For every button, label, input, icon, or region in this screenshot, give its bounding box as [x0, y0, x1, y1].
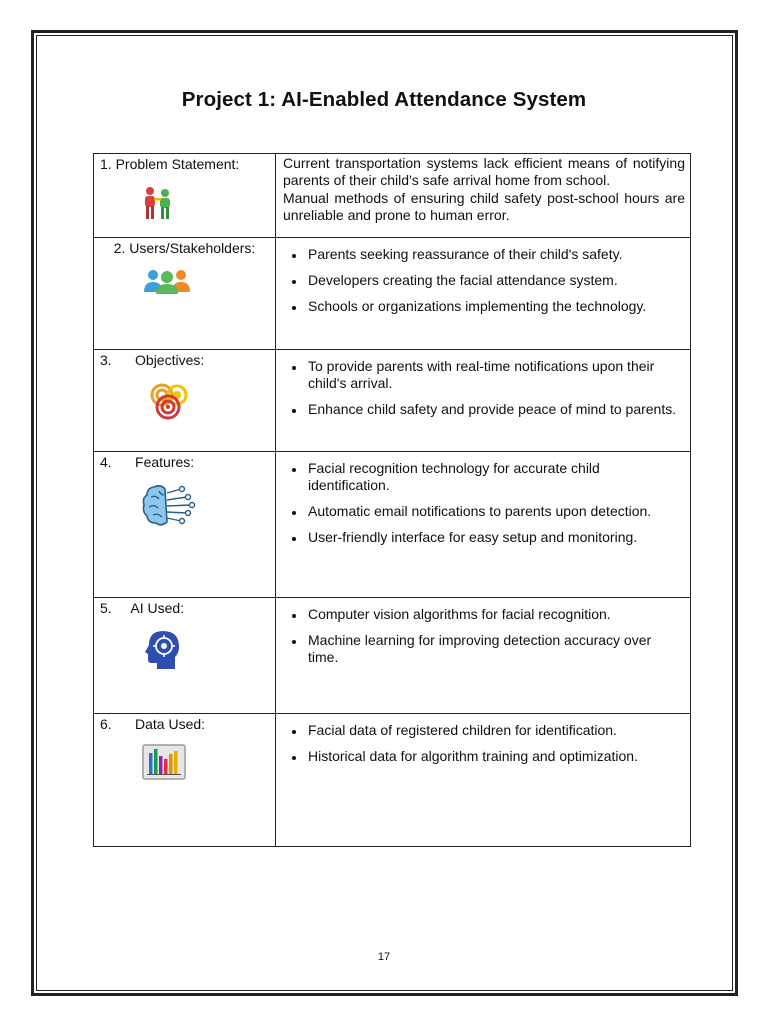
row-label: 4. Features: [100, 454, 195, 470]
bullet-item: • Parents seeking reassurance of their child's safety. [306, 246, 682, 263]
table-row [94, 714, 691, 847]
row-content-cell [276, 452, 691, 598]
table-row [94, 154, 691, 238]
bullet-item: • Machine learning for improving detection accuracy over time. [306, 632, 682, 666]
bullet-item: • User-friendly interface for easy setup and monitoring. [306, 529, 682, 546]
people-arrival-icon [141, 185, 175, 221]
bullet-item: • Facial data of registered children for identification. [306, 722, 682, 739]
bullet-item: • Historical data for algorithm training and optimization. [306, 748, 682, 765]
row-content-cell [276, 238, 691, 350]
row-content-cell [276, 714, 691, 847]
brain-circuit-icon [141, 483, 197, 527]
bullet-item: • Facial recognition technology for accurate child identification. [306, 460, 682, 494]
project-table [93, 153, 691, 847]
bullet-list [276, 452, 690, 546]
row-label: 2. Users/Stakeholders: [113, 240, 256, 256]
page-number: 17 [377, 951, 391, 963]
row-content-cell [276, 154, 691, 238]
bullet-item: • Developers creating the facial attendance system. [306, 272, 682, 289]
bullet-list [276, 714, 690, 765]
row-content-cell [276, 598, 691, 714]
bullet-item: • Enhance child safety and provide peace of mind to parents. [306, 401, 682, 418]
row-label-cell [94, 350, 276, 452]
row-label: 6. Data Used: [100, 716, 206, 732]
bullet-list [276, 350, 690, 418]
target-icon [150, 382, 190, 422]
row-content-cell [276, 350, 691, 452]
row-label: 1. Problem Statement: [100, 156, 240, 172]
ai-head-icon [143, 629, 183, 671]
paragraph: Manual methods of ensuring child safety post-school hours are unreliable and prone to human error. [283, 190, 685, 223]
row-label-cell [94, 154, 276, 238]
table-row [94, 350, 691, 452]
row-label-cell [94, 598, 276, 714]
users-group-icon [143, 268, 191, 294]
table-row [94, 598, 691, 714]
table-row [94, 452, 691, 598]
row-label: 3. Objectives: [100, 352, 205, 368]
row-label-cell [94, 238, 276, 350]
bar-chart-icon [142, 744, 186, 780]
bullet-item: • Schools or organizations implementing the technology. [306, 298, 682, 315]
page-title: Project 1: AI-Enabled Attendance System [181, 88, 587, 111]
row-label-cell [94, 714, 276, 847]
bullet-list [276, 598, 690, 666]
row-label: 5. AI Used: [100, 600, 185, 616]
row-label-cell [94, 452, 276, 598]
table-row [94, 238, 691, 350]
bullet-item: • Computer vision algorithms for facial recognition. [306, 606, 682, 623]
bullet-item: • Automatic email notifications to parents upon detection. [306, 503, 682, 520]
bullet-list [276, 238, 690, 315]
bullet-item: • To provide parents with real-time notifications upon their child's arrival. [306, 358, 682, 392]
paragraph: Current transportation systems lack efficient means of notifying parents of their child's safe arrival home from school. [283, 155, 685, 188]
